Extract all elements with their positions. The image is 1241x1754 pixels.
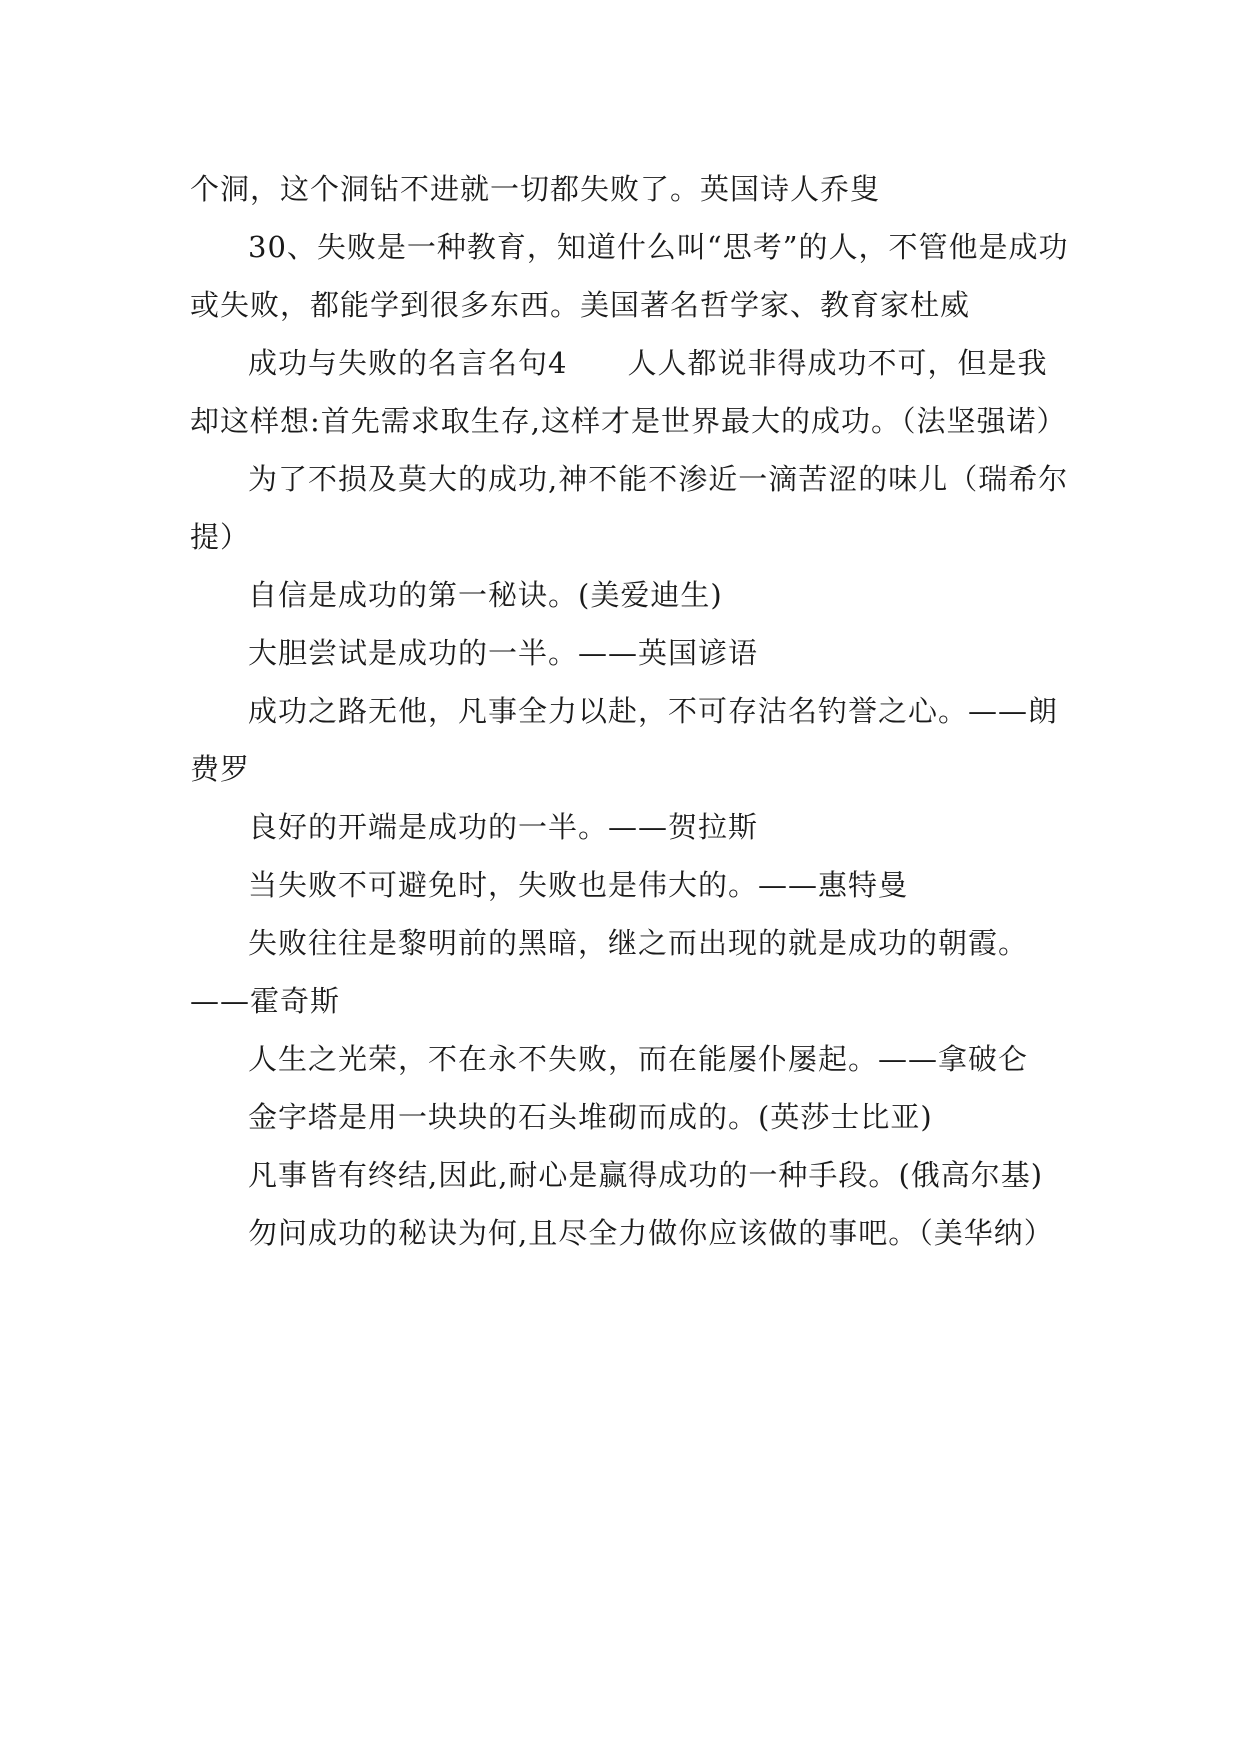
document-body [190, 160, 1070, 1262]
paragraph-10: 失败往往是黎明前的黑暗，继之而出现的就是成功的朝霞。——霍奇斯 [190, 926, 1029, 1018]
paragraph-5: 自信是成功的第一秘诀。(美爱迪生) [248, 578, 723, 612]
paragraph-8: 良好的开端是成功的一半。——贺拉斯 [248, 810, 759, 844]
paragraph-12: 金字塔是用一块块的石头堆砌而成的。(英莎士比亚) [248, 1100, 933, 1134]
paragraph-9: 当失败不可避免时，失败也是伟大的。——惠特曼 [248, 868, 909, 902]
paragraph-11: 人生之光荣，不在永不失败，而在能屡仆屡起。——拿破仑 [248, 1042, 1029, 1076]
paragraph-14: 勿问成功的秘诀为何,且尽全力做你应该做的事吧。（美华纳） [248, 1216, 1054, 1250]
paragraph-7: 成功之路无他，凡事全力以赴，不可存沽名钓誉之心。——朗费罗 [190, 694, 1059, 786]
paragraph-3: 成功与失败的名言名句4 人人都说非得成功不可，但是我却这样想:首先需求取生存,这样才是世界最大的成功。（法坚强诺） [190, 346, 1067, 438]
paragraph-13: 凡事皆有终结,因此,耐心是赢得成功的一种手段。(俄高尔基) [248, 1158, 1044, 1192]
paragraph-1: 个洞，这个洞钻不进就一切都失败了。英国诗人乔叟 [190, 172, 881, 206]
paragraph-6: 大胆尝试是成功的一半。——英国谚语 [248, 636, 759, 670]
paragraph-4: 为了不损及莫大的成功,神不能不渗近一滴苦涩的味儿（瑞希尔提） [190, 462, 1069, 554]
paragraph-2: 30、失败是一种教育，知道什么叫“思考”的人，不管他是成功或失败，都能学到很多东西。美国著名哲学家、教育家杜威 [190, 230, 1069, 322]
